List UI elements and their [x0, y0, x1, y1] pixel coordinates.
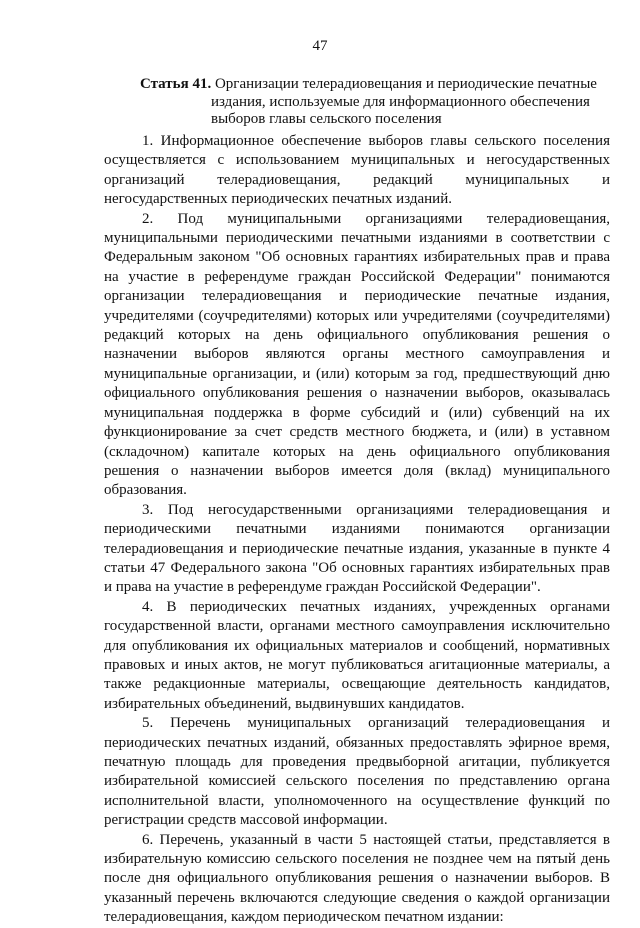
- paragraph-2: 2. Под муниципальными организациями телерадиовещания, муниципальными периодическими печатными изданиями в соответствии с Федеральным законом "Об основных гарантиях избирательных прав и права на участие в референдуме граждан Российской Федерации" понимаются организации телерадиовещания и периодические печатные издания, учредителями (соучредителями) которых или учредителями (соучредителями) редакций которых на день официального опубликования решения о назначении выборов являются органы местного самоуправления и муниципальные организации, и (или) которым за год, предшествующий дню официального опубликования решения о назначении выборов, оказывалась муниципальная поддержка в форме субсидий и (или) субвенций на их функционирование за счет средств местного бюджета, и (или) в уставном (складочном) капитале которых на день официального опубликования решения о назначении выборов имеется доля (вклад) муниципального образования.: [104, 210, 610, 499]
- paragraph-4: 4. В периодических печатных изданиях, учрежденных органами государственной власти, органами местного самоуправления исключительно для опубликования их официальных материалов и сообщений, нормативных правовых и иных актов, не могут публиковаться агитационные материалы, а также редакционные материалы, освещающие деятельность кандидатов, избирательных объединений, выдвинувших кандидатов.: [104, 598, 610, 712]
- page-number: 47: [312, 38, 328, 54]
- article-title-line-3: выборов главы сельского поселения: [211, 111, 442, 127]
- article-body: [104, 132, 610, 928]
- paragraph-6: 6. Перечень, указанный в части 5 настоящей статьи, представляется в избирательную комиссию сельского поселения не позднее чем на пятый день после дня официального опубликования решения о назначении выборов. В указанный перечень включаются следующие сведения о каждой организации телерадиовещания, каждом периодическом печатном издании:: [104, 831, 610, 926]
- article-heading: [140, 76, 610, 129]
- paragraph-5: 5. Перечень муниципальных организаций телерадиовещания и периодических печатных изданий, обязанных предоставлять эфирное время, печатную площадь для проведения предвыборной агитации, публикуется избирательной комиссией сельского поселения по представлению органа исполнительной власти, уполномоченного на осуществление функций по регистрации средств массовой информации.: [104, 715, 610, 829]
- article-title-line-2: издания, используемые для информационного обеспечения: [211, 93, 590, 110]
- article-title-line-1: Организации телерадиовещания и периодические печатные: [214, 76, 597, 92]
- paragraph-1: 1. Информационное обеспечение выборов главы сельского поселения осуществляется с использованием муниципальных и негосударственных организаций телерадиовещания, редакций муниципальных и негосударственных периодических печатных изданий.: [104, 133, 610, 208]
- article-label: Статья 41.: [140, 76, 212, 92]
- paragraph-3: 3. Под негосударственными организациями телерадиовещания и периодическими печатными изданиями понимаются организации телерадиовещания и периодические печатные издания, указанные в пункте 4 статьи 47 Федерального закона "Об основных гарантиях избирательных прав и права на участие в референдуме граждан Российской Федерации".: [104, 501, 610, 596]
